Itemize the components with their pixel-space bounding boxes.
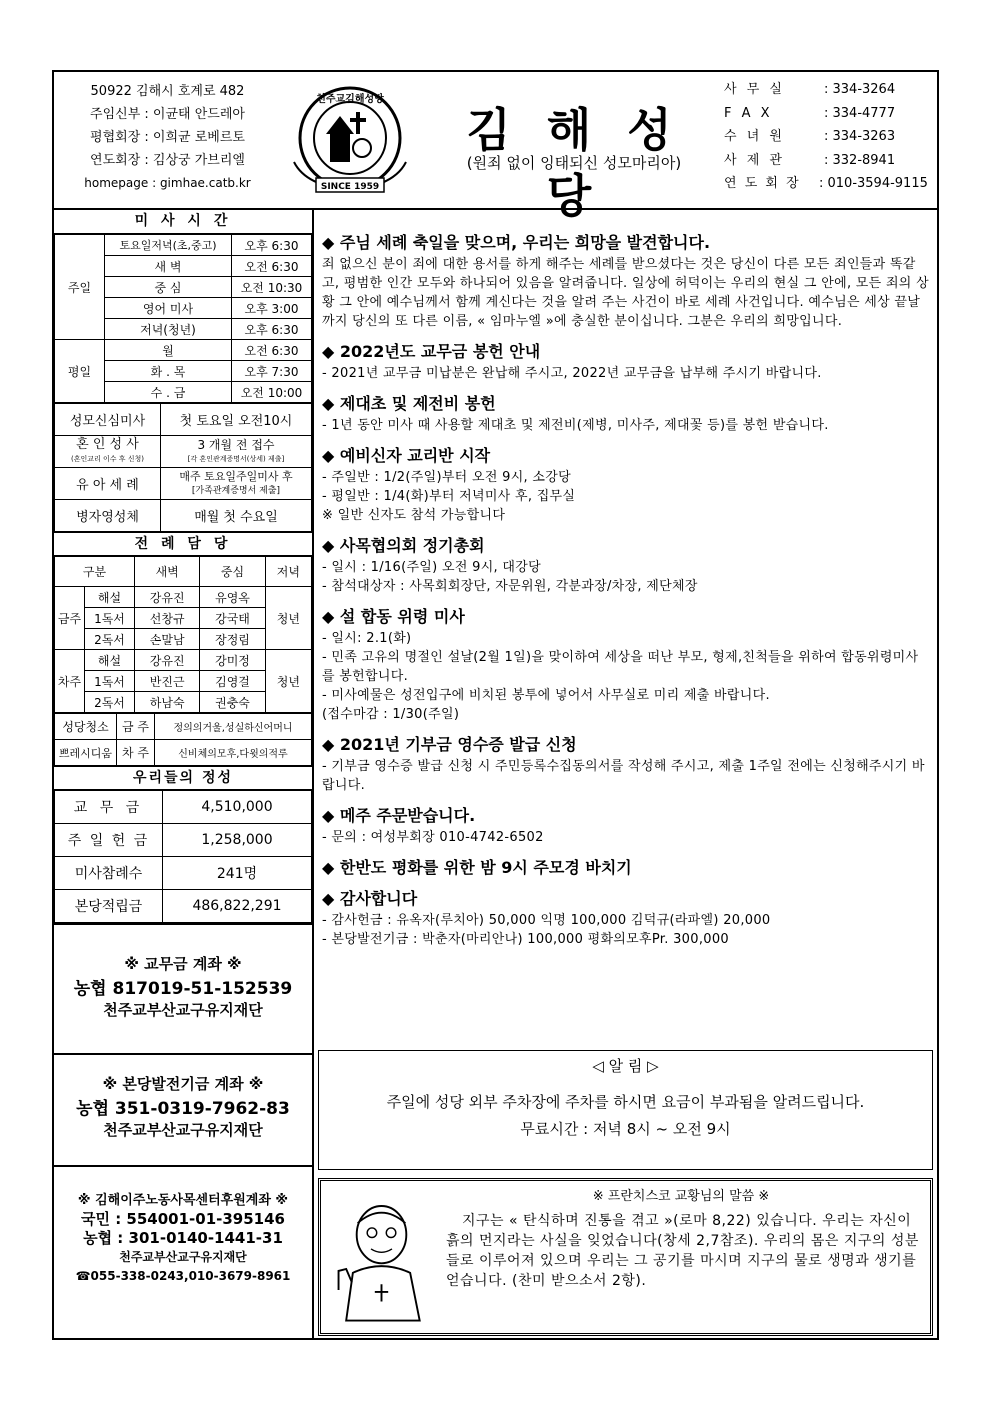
liturgy-cell: 하남숙 [135,692,200,713]
pope-quote-title: ※ 프란치스코 교황님의 말씀 ※ [592,1189,770,1204]
evening-cell: 청년 [265,587,311,650]
news-body: - 일시: 2.1(화) - 민족 고유의 명절인 설날(2월 1일)을 맞이하여 세상을 떠난 부모, 형제,친척들을 위하여 합동위령미사를 봉헌합니다. - 미사예물은 성전입구에 비치된 봉투에 넣어서 사무실로 미리 제출 바랍니다. (접수마감 : 1/30(주일) [322,631,919,722]
account-block [54,923,312,1053]
logo-since: SINCE 1959 [320,182,380,192]
mass-name: 영어 미사 [105,298,232,319]
address: 50922 김해시 호계로 482 [90,84,245,99]
contact-row: 사 무 실 : 334-3264 [724,82,896,97]
mass-time: 오전 10:00 [232,382,312,403]
liturgy-cell: 강국태 [200,608,265,629]
role-label: 2독서 [85,692,135,713]
role-label: 2독서 [85,629,135,650]
mass-name: 화 . 목 [105,361,232,382]
offering-value: 4,510,000 [163,791,312,824]
cleaning-label: 성당청소 [55,714,117,740]
contact-row: 사 제 관 : 332-8941 [724,152,896,168]
cleaning-value: 정의의거울,성실하신어머니 [155,714,312,740]
page-subtitle: (원죄 없이 잉태되신 성모마리아) [466,154,682,172]
col-header: 새벽 [135,557,200,587]
logo-text: 천주교김해성당 [316,94,384,105]
news-heading: ◆ 메주 주문받습니다. [322,806,476,825]
offering-label: 본당적립금 [55,890,163,923]
account-title: ※ 본당발전기금 계좌 ※ [102,1075,264,1093]
mass-table [54,234,312,403]
cleaning-table [54,713,312,766]
mass-heading: 미 사 시 간 [54,210,312,234]
col-header: 구분 [55,557,135,587]
liturgy-cell: 김영걸 [200,671,265,692]
evening-cell: 청년 [265,650,311,713]
extra-label: 병자영성체 [55,500,161,532]
account-block [54,1053,312,1165]
news-item [322,443,931,525]
news-body: - 기부금 영수증 발급 신청 시 주민등록수집동의서를 작성해 주시고, 제출 1주일 전에는 신청해주시기 바랍니다. [322,759,925,793]
notice-time: 무료시간 : 저녁 8시 ~ 오전 9시 [520,1120,731,1138]
left-column [54,210,314,1340]
pope-illustration [329,1191,434,1326]
liturgy-cell: 선창규 [135,608,200,629]
news-body: 죄 없으신 분이 죄에 대한 용서를 하게 해주는 세례를 받으셨다는 것은 당신이 다른 모든 죄인들과 똑같고, 평범한 인간 모두와 하나되어 있음을 알려줍니다. 일상에 허덕이는 우리의 현실 그 안에, 모든 죄의 상황 그 안에 예수님께서 함께 계신다는 것을 알려 주는 사건이 바로 세례 사건입니다. 예수님은 세상 끝날까지 당신의 또 다른 이름, « 임마누엘 »에 충실한 분이십니다. 그분은 우리의 희망입니다. [322,257,929,329]
news-item [322,886,931,949]
news-item [322,533,931,596]
liturgy-cell: 유영옥 [200,587,265,608]
news-body: - 1년 동안 미사 때 사용할 제대초 및 제전비(제병, 미사주, 제대꽃 등)를 봉헌 받습니다. [322,418,829,433]
liturgy-cell: 장정림 [200,629,265,650]
notice-body: 주일에 성당 외부 주차장에 주차를 하시면 요금이 부과됨을 알려드립니다. [386,1093,865,1111]
offering-value: 241명 [163,857,312,890]
news-heading: ◆ 2021년 기부금 영수증 발급 신청 [322,735,577,754]
news-body: - 문의 : 여성부회장 010-4742-6502 [322,830,544,845]
news-item [322,391,931,435]
extra-value: 매월 첫 수요일 [161,500,312,532]
cleaning-week: 금 주 [117,714,155,740]
news-heading: ◆ 사목협의회 정기총회 [322,536,485,555]
news-body: - 주일반 : 1/2(주일)부터 오전 9시, 소강당 - 평일반 : 1/4(화)부터 저녁미사 후, 집무실 ※ 일반 신자도 참석 가능합니다 [322,470,576,523]
sunday-label: 주일 [55,235,105,340]
liturgy-cell: 강유진 [135,650,200,671]
offering-label: 주 일 헌 금 [55,824,163,857]
labor-phone: ☎055-338-0243,010-3679-8961 [75,1269,291,1283]
pope-quote-box [318,1178,933,1336]
week-label: 차주 [55,650,85,713]
col-header: 저녁 [265,557,311,587]
mass-time: 오후 3:00 [232,298,312,319]
contact-list [724,78,939,196]
news-item [322,339,931,383]
offering-heading: 우리들의 정성 [54,766,312,790]
account-owner: 천주교부산교구유지재단 [103,1001,263,1019]
contact-row: F A X : 334-4777 [724,105,896,121]
news-heading: ◆ 주님 세례 축일을 맞으며, 우리는 희망을 발견합니다. [322,233,711,252]
offering-label: 미사참례수 [55,857,163,890]
news-heading: ◆ 설 합동 위령 미사 [322,607,465,626]
news-item [322,604,931,724]
mass-name: 수 . 금 [105,382,232,403]
pastor: 주임신부 : 이균태 안드레아 [90,107,245,122]
role-label: 1독서 [85,608,135,629]
page-title: 김 해 성 당 [466,103,682,223]
news-item [322,803,931,847]
bulletin-frame [52,70,939,1340]
parish-logo [286,82,414,200]
mass-name: 중 심 [105,277,232,298]
weekday-label: 평일 [55,340,105,403]
mass-extra-table [54,403,312,532]
right-column [316,210,937,1340]
notice-box [318,1050,933,1170]
pope-quote-body: 지구는 « 탄식하며 진통을 겪고 »(로마 8,22) 있습니다. 우리는 자신이 흙의 먼지라는 사실을 잊었습니다(창세 2,7참조). 우리의 몸은 지구의 성분들로 이루어져 있으며 우리는 그 공기를 마시며 지구의 물로 생명과 생기를 얻습니다. (찬미 받으소서 2항). [446,1213,919,1289]
liturgy-table [54,556,312,713]
account-number: 농협 817019-51-152539 [73,979,293,999]
news-body: - 일시 : 1/16(주일) 오전 9시, 대강당 - 참석대상자 : 사목회회장단, 자문위원, 각분과장/차장, 제단체장 [322,560,698,594]
extra-value: 매주 토요일주일미사 후 [179,469,293,483]
extra-label: 성모신심미사 [55,404,161,436]
liturgy-cell: 강미정 [200,650,265,671]
mass-time: 오전 6:30 [232,256,312,277]
legion-president: 연도회장 : 김상궁 가브리엘 [90,153,245,168]
extra-value: 3 개월 전 접수 [197,437,275,452]
news-list [316,210,937,949]
role-label: 해설 [85,650,135,671]
notice-title: ◁ 알 림 ▷ [592,1057,659,1075]
account-title: ※ 교무금 계좌 ※ [124,955,242,973]
account-owner: 천주교부산교구유지재단 [103,1121,263,1139]
extra-label: 유 아 세 례 [55,468,161,500]
extra-value: 첫 토요일 오전10시 [161,404,312,436]
news-heading: ◆ 제대초 및 제전비 봉헌 [322,394,496,413]
mass-time: 오전 6:30 [232,340,312,361]
contact-row: 연 도 회 장 : 010-3594-9115 [724,176,928,191]
labor-title: ※ 김해이주노동사목센터후원계좌 ※ [77,1193,289,1208]
labor-account-block [54,1165,312,1286]
extra-label: 혼 인 성 사 [76,436,139,452]
extra-value-note: [가족관계증명서 제출] [191,485,281,496]
mass-time: 오전 10:30 [232,277,312,298]
cleaning-week: 차 주 [117,740,155,766]
mass-time: 오후 7:30 [232,361,312,382]
liturgy-cell: 손말남 [135,629,200,650]
parish-info [60,80,275,195]
mass-name: 월 [105,340,232,361]
contact-row: 수 녀 원 : 334-3263 [724,129,896,144]
news-body: - 2021년 교무금 미납분은 완납해 주시고, 2022년 교무금을 납부해 주시기 바랍니다. [322,366,822,381]
news-heading: ◆ 예비신자 교리반 시작 [322,446,491,465]
offering-value: 1,258,000 [163,824,312,857]
account-number: 농협 351-0319-7962-83 [76,1099,290,1119]
mass-time: 오후 6:30 [232,319,312,340]
offering-label: 교 무 금 [55,791,163,824]
col-header: 중심 [200,557,265,587]
news-item [322,230,931,331]
news-heading: ◆ 2022년도 교무금 봉헌 안내 [322,342,541,361]
news-heading: ◆ 한반도 평화를 위한 밤 9시 주모경 바치기 [322,858,632,877]
council-president: 평협회장 : 이희균 로베르토 [90,130,245,145]
labor-account-2: 농협 : 301-0140-1441-31 [83,1229,283,1247]
labor-account-1: 국민 : 554001-01-395146 [81,1210,285,1228]
extra-label-note: (혼인교리 이수 후 신청) [71,454,144,463]
mass-name: 토요일저녁(초,중고) [105,235,232,256]
news-item [322,732,931,795]
week-label: 금주 [55,587,85,650]
flower-value: 신비체의모후,다윗의적루 [155,740,312,766]
flower-label: 쁘레시디움 [55,740,117,766]
offering-table [54,790,312,923]
liturgy-heading: 전 례 담 당 [54,532,312,556]
extra-value-note: [각 혼인관계증명서(상세) 제출] [187,454,285,463]
mass-name: 저녁(청년) [105,319,232,340]
mass-time: 오후 6:30 [232,235,312,256]
labor-owner: 천주교부산교구유지재단 [119,1250,247,1264]
offering-value: 486,822,291 [163,890,312,923]
mass-name: 새 벽 [105,256,232,277]
role-label: 1독서 [85,671,135,692]
news-body: - 감사헌금 : 유옥자(루치아) 50,000 익명 100,000 김덕규(라파엘) 20,000 - 본당발전기금 : 박춘자(마리안나) 100,000 평화의모후Pr. 300,000 [322,913,771,947]
news-heading: ◆ 감사합니다 [322,889,418,908]
liturgy-cell: 반진근 [135,671,200,692]
liturgy-cell: 권충숙 [200,692,265,713]
liturgy-cell: 강유진 [135,587,200,608]
news-item [322,855,931,878]
role-label: 해설 [85,587,135,608]
homepage: homepage : gimhae.catb.kr [84,176,251,190]
